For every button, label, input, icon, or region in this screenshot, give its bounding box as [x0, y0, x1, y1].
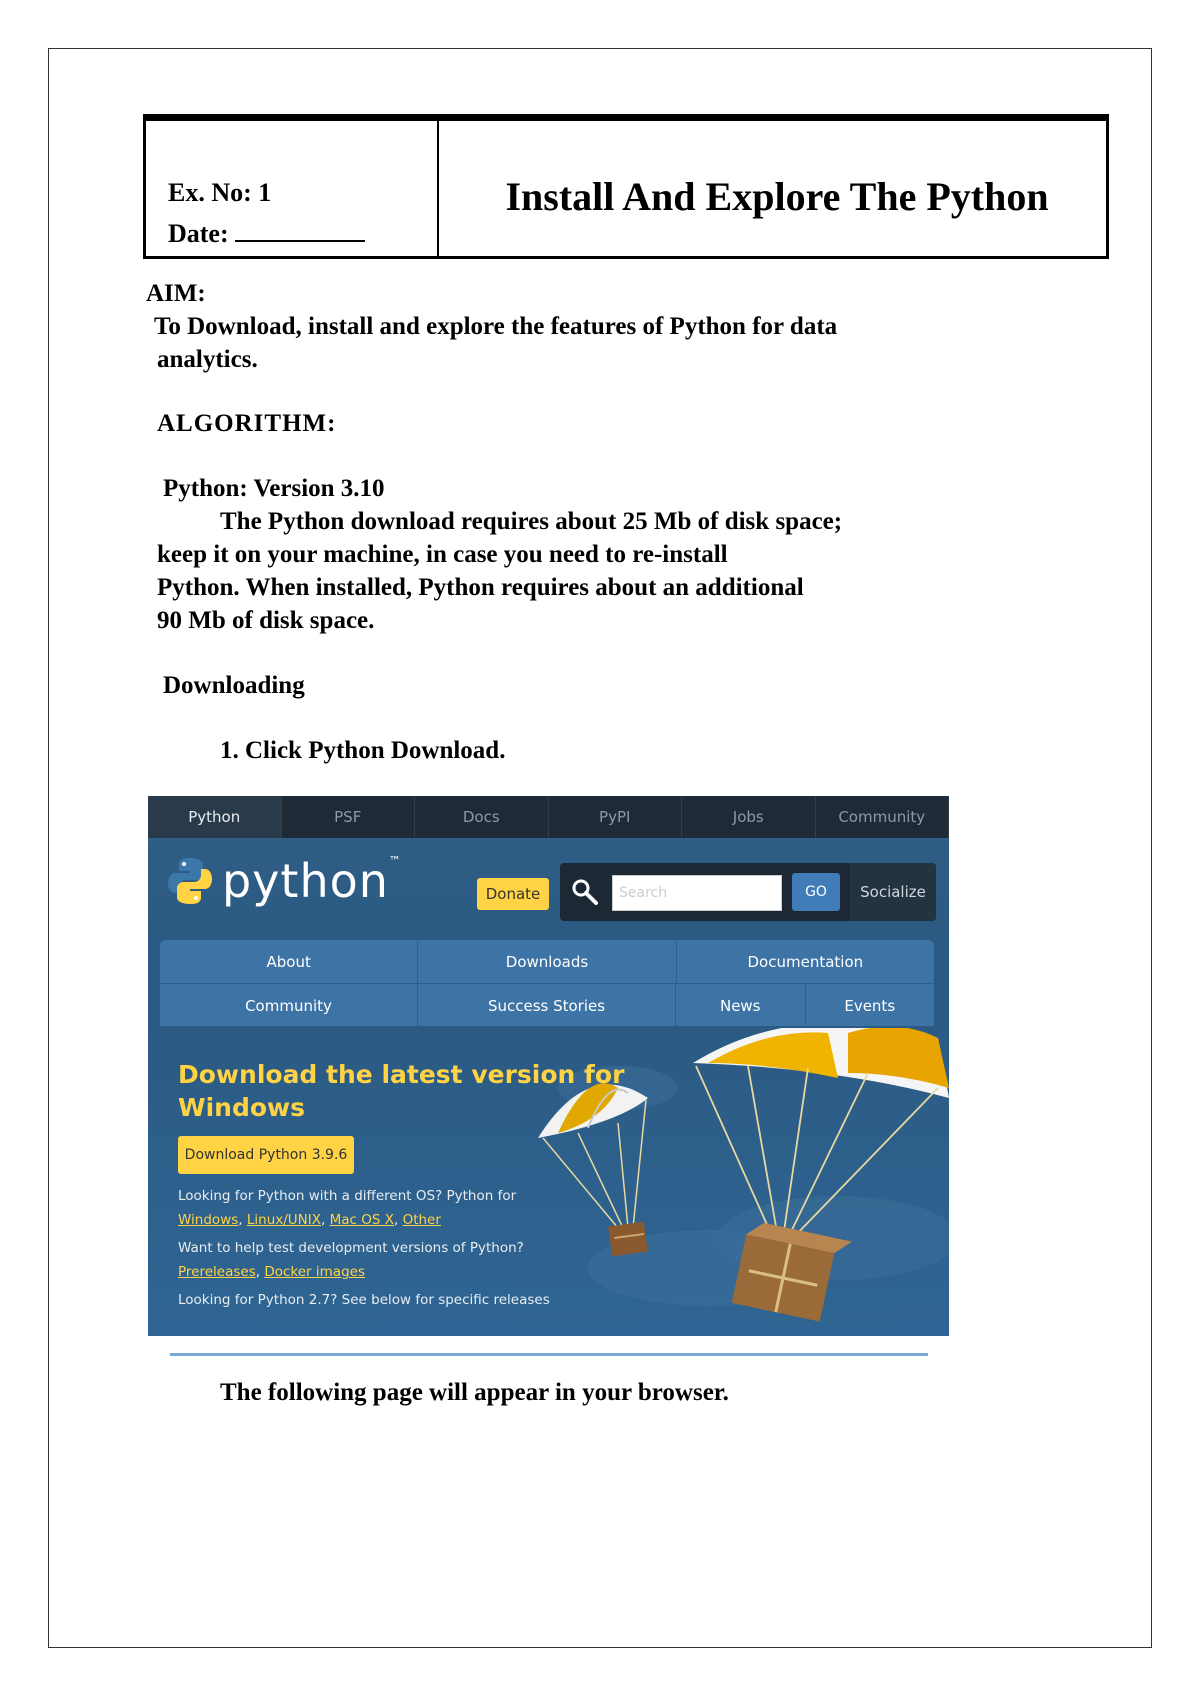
link-linux-unix[interactable]: Linux/UNIX: [246, 1212, 321, 1228]
link-docker-images[interactable]: Docker images: [264, 1264, 365, 1280]
hero-title-line-2: Windows: [178, 1093, 305, 1122]
hero-title: [178, 1058, 624, 1124]
link-other[interactable]: Other: [402, 1212, 441, 1228]
donate-button[interactable]: Donate: [477, 878, 549, 910]
python-org-screenshot: [148, 796, 949, 1336]
python-version: Python: Version 3.10: [163, 475, 385, 502]
aim-heading: AIM:: [146, 280, 206, 307]
go-button[interactable]: GO: [792, 873, 840, 911]
menu-success-stories[interactable]: Success Stories: [418, 984, 676, 1027]
top-nav-python[interactable]: Python: [148, 796, 282, 838]
menu-downloads[interactable]: Downloads: [418, 940, 676, 983]
menu-news[interactable]: News: [676, 984, 806, 1027]
python-logo[interactable]: [168, 854, 402, 908]
hero-title-line-1: Download the latest version for: [178, 1060, 625, 1089]
python-wordmark-text: python: [222, 854, 389, 908]
top-nav-psf[interactable]: PSF: [282, 796, 416, 838]
menu-community[interactable]: Community: [160, 984, 418, 1027]
header-left-cell: [146, 121, 439, 256]
algorithm-heading: ALGORITHM:: [157, 410, 337, 437]
brand-bar: [148, 838, 949, 938]
aim-line-1: To Download, install and explore the features of Python for data: [154, 313, 838, 340]
top-nav-docs[interactable]: Docs: [415, 796, 549, 838]
search-area: [560, 863, 936, 921]
link-prereleases[interactable]: Prereleases: [178, 1264, 256, 1280]
top-nav-jobs[interactable]: Jobs: [682, 796, 816, 838]
top-nav: [148, 796, 949, 838]
python-logo-icon: [168, 856, 212, 906]
date-field: [168, 218, 365, 249]
paragraph-line-1: The Python download requires about 25 Mb of disk space;: [220, 508, 843, 535]
python-wordmark: [222, 854, 402, 908]
prerelease-links: Prereleases, Docker images: [178, 1264, 365, 1280]
main-menu: [160, 940, 934, 1026]
menu-row-2: [160, 983, 934, 1027]
trademark-symbol: ™: [388, 854, 402, 868]
link-mac-os-x[interactable]: Mac OS X: [329, 1212, 394, 1228]
aim-line-2: analytics.: [157, 346, 258, 373]
paragraph-line-3: Python. When installed, Python requires about an additional: [157, 574, 804, 601]
os-links: Windows, Linux/UNIX, Mac OS X, Other: [178, 1212, 441, 1228]
prerelease-text: Want to help test development versions of Python?: [178, 1240, 524, 1256]
menu-about[interactable]: About: [160, 940, 418, 983]
download-hero: [148, 1028, 949, 1336]
python27-text: Looking for Python 2.7? See below for specific releases: [178, 1292, 550, 1308]
top-nav-pypi[interactable]: PyPI: [549, 796, 683, 838]
date-blank: [235, 218, 365, 242]
link-windows[interactable]: Windows: [178, 1212, 239, 1228]
top-nav-community[interactable]: Community: [816, 796, 950, 838]
step-1: 1. Click Python Download.: [220, 737, 506, 764]
search-input[interactable]: Search: [612, 875, 782, 911]
header-table: [143, 114, 1109, 259]
download-python-button[interactable]: Download Python 3.9.6: [178, 1136, 354, 1174]
caption: The following page will appear in your browser.: [220, 1379, 729, 1406]
menu-events[interactable]: Events: [844, 996, 896, 1015]
screenshot-footer: [148, 1336, 949, 1366]
exercise-number: Ex. No: 1: [168, 178, 272, 207]
menu-documentation[interactable]: Documentation: [747, 952, 864, 971]
menu-row-1: [160, 940, 934, 983]
screenshot-divider-line: [170, 1353, 928, 1356]
other-os-text: Looking for Python with a different OS? Python for: [178, 1188, 517, 1204]
search-icon[interactable]: [570, 877, 600, 907]
page-title: Install And Explore The Python: [505, 174, 1049, 219]
paragraph-line-4: 90 Mb of disk space.: [157, 607, 375, 634]
paragraph-line-2: keep it on your machine, in case you need to re-install: [157, 541, 728, 568]
downloading-heading: Downloading: [163, 672, 305, 699]
socialize-button[interactable]: Socialize: [850, 863, 936, 921]
date-label: Date:: [168, 219, 229, 248]
